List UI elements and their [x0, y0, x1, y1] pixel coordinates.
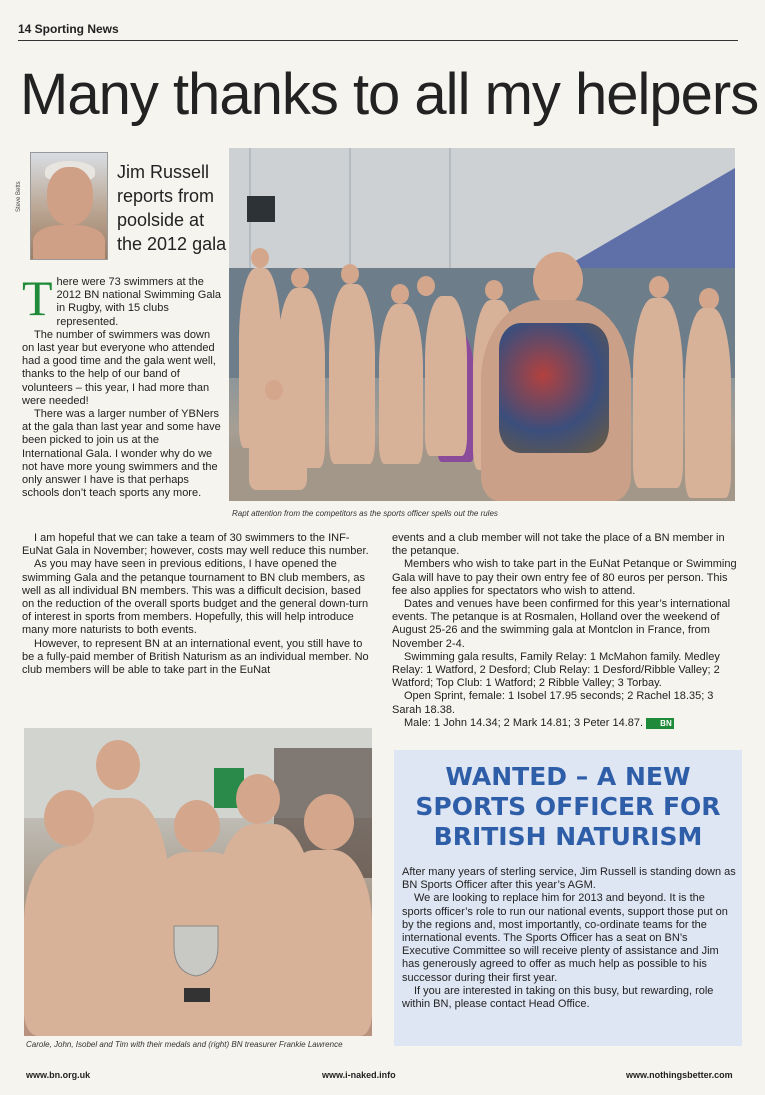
person-head — [417, 276, 435, 296]
article-column-2 — [22, 532, 372, 677]
tattoo — [499, 323, 609, 453]
paragraph — [392, 717, 738, 730]
article-column-1 — [22, 270, 222, 500]
footer-link-bn[interactable]: www.bn.org.uk — [26, 1070, 91, 1080]
drop-cap: T — [22, 270, 53, 326]
wanted-box-body — [402, 866, 736, 1011]
author-face — [47, 167, 93, 225]
article-column-3 — [392, 532, 738, 730]
person-head — [699, 288, 719, 310]
paragraph: here were 73 swimmers at the 2012 BN national Swimming Gala in Rugby, with 15 clubs represented. — [56, 276, 222, 328]
page-header: 14 Sporting News — [18, 22, 119, 36]
person-head — [485, 280, 503, 300]
person — [633, 298, 683, 488]
person-head — [649, 276, 669, 298]
footer-link-inaked[interactable]: www.i-naked.info — [322, 1070, 396, 1080]
author-photo — [30, 152, 108, 260]
paragraph: I am hopeful that we can take a team of 30 swimmers to the INF-EuNat Gala in November; however, costs may well reduce this number. — [22, 532, 369, 558]
photo-caption-2: Carole, John, Isobel and Tim with their medals and (right) BN treasurer Frankie Lawrence — [26, 1040, 343, 1049]
paragraph: After many years of sterling service, Jim Russell is standing down as BN Sports Officer after this year’s AGM. — [402, 866, 736, 892]
person — [379, 304, 423, 464]
paragraph: There was a larger number of YBNers at the gala than last year and some have been picked to join us at the International Gala. I wonder why do we not have more young swimmers and the only answer I have is that perhaps schools don’t teach sports any more. — [22, 408, 221, 500]
wanted-box-title: WANTED – A NEW SPORTS OFFICER FOR BRITISH NATURISM — [415, 762, 721, 851]
paragraph: However, to represent BN at an international event, you still have to be a fully-paid member of British Naturism as an individual member. No club members will be able to take part in the EuNat — [22, 637, 369, 677]
paragraph: As you may have seen in previous editions, I have opened the swimming Gala and the petanque tournament to BN club members, as well as all individual BN members. This was a difficult decision, based on the reduction of the overall sports budget and the general down-turn of interest in sports from members. Hopefully, this will help introduce many more naturists to both events. — [22, 558, 369, 637]
bn-end-badge: BN — [646, 718, 674, 729]
paragraph: events and a club member will not take the place of a BN member in the petanque. — [392, 532, 725, 558]
person — [249, 400, 307, 490]
paragraph: Dates and venues have been confirmed for this year’s international events. The petanque is at Rosmalen, Holland over the weekend of August 25-26 and the swimming gala at Montclon in France, from November 2-4. — [392, 598, 731, 650]
pool-photo — [229, 148, 735, 501]
person-head — [341, 264, 359, 284]
author-shoulders — [33, 225, 105, 260]
trophy-icon — [24, 728, 372, 1036]
person — [685, 308, 731, 498]
paragraph: Swimming gala results, Family Relay: 1 McMahon family. Medley Relay: 1 Watford, 2 Desford; Club Relay: 1 Desford/Ribble Valley; 2 Watford; Top Club: 1 Watford; 2 Ribble Valley; 3 Torbay. — [392, 650, 720, 690]
footer-link-nothingsbetter[interactable]: www.nothingsbetter.com — [626, 1070, 733, 1080]
person — [425, 296, 467, 456]
photo-caption-1: Rapt attention from the competitors as the sports officer spells out the rules — [232, 509, 498, 518]
paragraph: Open Sprint, female: 1 Isobel 17.95 seconds; 2 Rachel 18.35; 3 Sarah 18.38. — [392, 690, 714, 716]
results-line: Male: 1 John 14.34; 2 Mark 14.81; 3 Peter 14.87. — [404, 716, 644, 729]
person — [329, 284, 375, 464]
person-head — [265, 380, 283, 400]
paragraph: If you are interested in taking on this busy, but rewarding, role within BN, please contact Head Office. — [402, 984, 714, 1011]
headline: Many thanks to all my helpers — [20, 62, 759, 127]
paragraph: Members who wish to take part in the EuNat Petanque or Swimming Gala will have to pay their own entry fee of 80 euros per person. This fee also applies for spectators who wish to attend. — [392, 558, 737, 597]
photo-credit: Steve Betts — [16, 181, 22, 212]
person-head — [391, 284, 409, 304]
header-rule — [18, 40, 738, 41]
byline: Jim Russell reports from poolside at the 2012 gala — [117, 162, 227, 254]
paragraph: The number of swimmers was down on last year but everyone who attended had a good time and the gala went well, thanks to the help of our band of volunteers – this year, I had more than were needed! — [22, 328, 216, 407]
person-head — [251, 248, 269, 268]
person-head — [291, 268, 309, 288]
medals-photo — [24, 728, 372, 1036]
paragraph: We are looking to replace him for 2013 and beyond. It is the sports officer’s role to run our national events, support those put on by the regions and, most importantly, co-ordinate teams for the international events. The Sports Officer has a seat on BN’s Executive Committee so will receive plenty of assistance and Jim has generously agreed to offer as much help as possible to his successor during their first year. — [402, 892, 728, 984]
